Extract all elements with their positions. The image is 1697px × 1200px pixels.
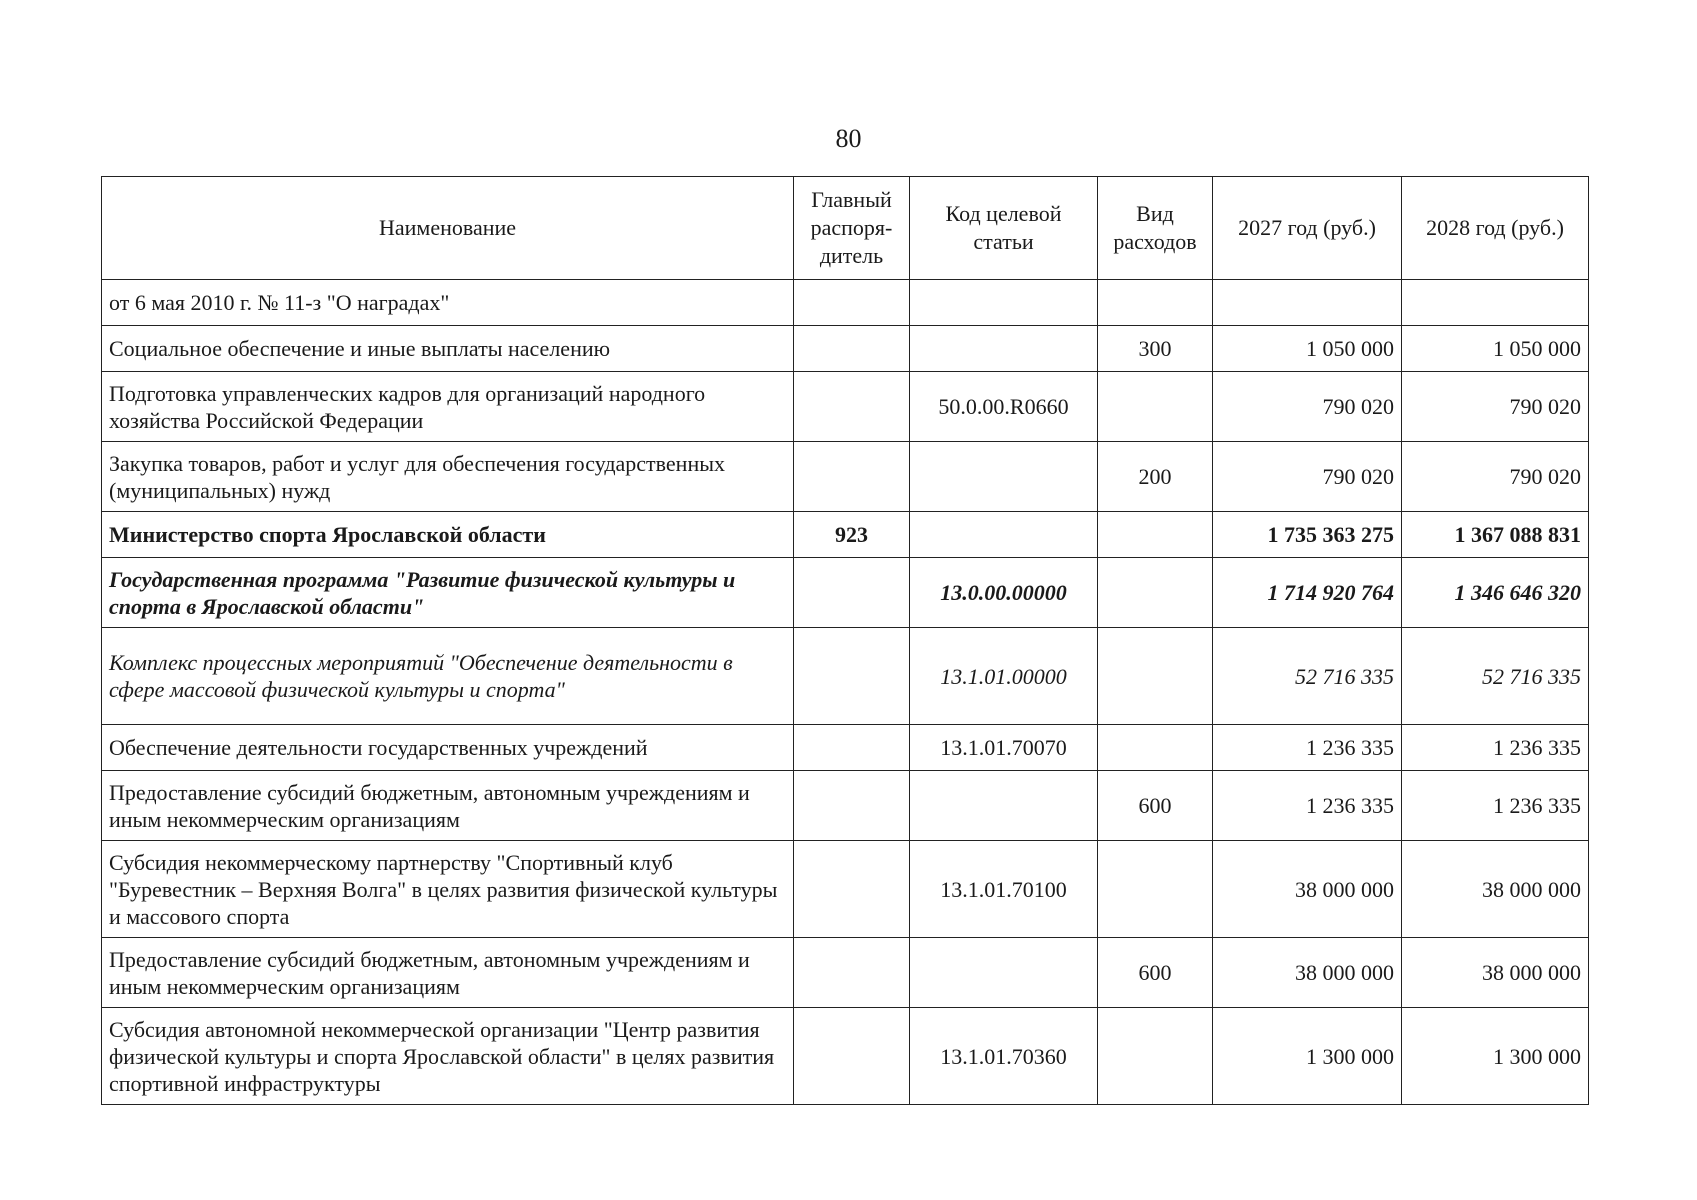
cell-type (1098, 558, 1213, 628)
table-header-row (102, 177, 1589, 280)
cell-2028: 38 000 000 (1402, 938, 1589, 1008)
cell-name: Обеспечение деятельности государственных учреждений (102, 725, 794, 771)
table-row (102, 372, 1589, 442)
cell-code: 13.1.01.70360 (910, 1008, 1098, 1105)
cell-name: Социальное обеспечение и иные выплаты населению (102, 326, 794, 372)
cell-admin (794, 558, 910, 628)
header-name: Наименование (102, 177, 794, 280)
cell-2028: 1 236 335 (1402, 771, 1589, 841)
cell-admin (794, 1008, 910, 1105)
cell-admin (794, 326, 910, 372)
cell-type (1098, 1008, 1213, 1105)
table-row (102, 512, 1589, 558)
cell-2028: 38 000 000 (1402, 841, 1589, 938)
cell-admin: 923 (794, 512, 910, 558)
header-2028: 2028 год (руб.) (1402, 177, 1589, 280)
cell-type (1098, 372, 1213, 442)
table-row (102, 1008, 1589, 1105)
cell-2028 (1402, 280, 1589, 326)
cell-2027: 1 300 000 (1213, 1008, 1402, 1105)
cell-2027: 38 000 000 (1213, 938, 1402, 1008)
cell-2027: 790 020 (1213, 372, 1402, 442)
cell-2027: 1 050 000 (1213, 326, 1402, 372)
cell-admin (794, 771, 910, 841)
cell-admin (794, 841, 910, 938)
cell-type (1098, 725, 1213, 771)
cell-code: 13.1.01.70100 (910, 841, 1098, 938)
cell-name: Закупка товаров, работ и услуг для обеспечения государственных (муниципальных) нужд (102, 442, 794, 512)
table-row (102, 280, 1589, 326)
cell-2028: 790 020 (1402, 442, 1589, 512)
table-row (102, 771, 1589, 841)
cell-2027: 38 000 000 (1213, 841, 1402, 938)
cell-code (910, 280, 1098, 326)
cell-name: Подготовка управленческих кадров для организаций народного хозяйства Российской Федерации (102, 372, 794, 442)
cell-2027: 1 236 335 (1213, 771, 1402, 841)
table-row (102, 725, 1589, 771)
cell-2027: 790 020 (1213, 442, 1402, 512)
cell-code (910, 326, 1098, 372)
cell-2027: 1 735 363 275 (1213, 512, 1402, 558)
cell-name: Предоставление субсидий бюджетным, автономным учреждениям и иным некоммерческим организациям (102, 771, 794, 841)
cell-name: Предоставление субсидий бюджетным, автономным учреждениям и иным некоммерческим организациям (102, 938, 794, 1008)
cell-2027 (1213, 280, 1402, 326)
budget-table (101, 176, 1589, 1105)
table-row (102, 841, 1589, 938)
cell-code (910, 771, 1098, 841)
cell-admin (794, 628, 910, 725)
cell-2028: 1 050 000 (1402, 326, 1589, 372)
cell-2028: 1 236 335 (1402, 725, 1589, 771)
cell-code: 13.1.01.00000 (910, 628, 1098, 725)
cell-name: от 6 мая 2010 г. № 11-з "О наградах" (102, 280, 794, 326)
table-row (102, 938, 1589, 1008)
cell-2028: 1 346 646 320 (1402, 558, 1589, 628)
cell-type: 600 (1098, 771, 1213, 841)
cell-2028: 1 300 000 (1402, 1008, 1589, 1105)
cell-2028: 1 367 088 831 (1402, 512, 1589, 558)
cell-2027: 52 716 335 (1213, 628, 1402, 725)
header-type: Вид расходов (1098, 177, 1213, 280)
page-number: 80 (835, 124, 862, 153)
cell-type: 300 (1098, 326, 1213, 372)
cell-code: 50.0.00.R0660 (910, 372, 1098, 442)
table-row (102, 558, 1589, 628)
cell-admin (794, 442, 910, 512)
cell-2027: 1 714 920 764 (1213, 558, 1402, 628)
cell-type (1098, 841, 1213, 938)
cell-name: Субсидия некоммерческому партнерству "Спортивный клуб "Буревестник – Верхняя Волга" в целях развития физической культуры и массового спорта (102, 841, 794, 938)
cell-name: Комплекс процессных мероприятий "Обеспечение деятельности в сфере массовой физической культуры и спорта" (102, 628, 794, 725)
cell-type (1098, 512, 1213, 558)
header-admin: Главный распоря-дитель (794, 177, 910, 280)
cell-code: 13.0.00.00000 (910, 558, 1098, 628)
cell-admin (794, 725, 910, 771)
cell-type (1098, 280, 1213, 326)
table-row (102, 326, 1589, 372)
header-code: Код целевой статьи (910, 177, 1098, 280)
cell-admin (794, 372, 910, 442)
cell-type (1098, 628, 1213, 725)
cell-code (910, 512, 1098, 558)
cell-2028: 790 020 (1402, 372, 1589, 442)
table-row (102, 628, 1589, 725)
cell-2028: 52 716 335 (1402, 628, 1589, 725)
cell-code (910, 938, 1098, 1008)
cell-2027: 1 236 335 (1213, 725, 1402, 771)
cell-type: 600 (1098, 938, 1213, 1008)
cell-type: 200 (1098, 442, 1213, 512)
table-row (102, 442, 1589, 512)
cell-code: 13.1.01.70070 (910, 725, 1098, 771)
header-2027: 2027 год (руб.) (1213, 177, 1402, 280)
cell-name: Государственная программа "Развитие физической культуры и спорта в Ярославской области" (102, 558, 794, 628)
cell-code (910, 442, 1098, 512)
cell-admin (794, 938, 910, 1008)
cell-name: Министерство спорта Ярославской области (102, 512, 794, 558)
cell-name: Субсидия автономной некоммерческой организации "Центр развития физической культуры и спорта Ярославской области" в целях развития спортивной инфраструктуры (102, 1008, 794, 1105)
cell-admin (794, 280, 910, 326)
